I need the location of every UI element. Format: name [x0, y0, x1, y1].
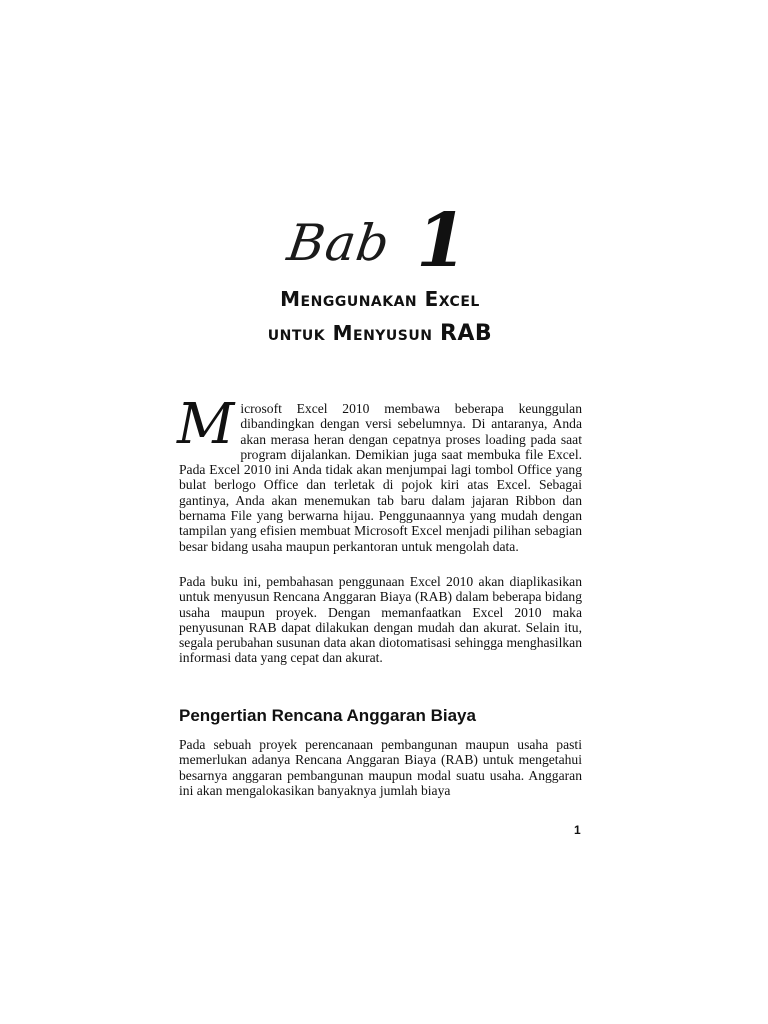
chapter-word: Bab — [283, 214, 394, 272]
intro-paragraph-2: Pada buku ini, pembahasan penggunaan Excel 2010 akan diaplikasikan untuk menyusun Rencana Anggaran Biaya (RAB) dalam beberapa bidang usaha maupun proyek. Dengan memanfaatkan Excel 2010 maka penyusunan RAB dapat dilakukan dengan mudah dan akurat. Selain itu, segala perubahan susunan data akan diotomatisasi sehingga menghasilkan informasi data yang cepat dan akurat. — [179, 574, 582, 666]
page-number: 1 — [574, 823, 581, 837]
chapter-title — [150, 282, 610, 351]
chapter-title-line-2 — [150, 316, 610, 351]
chapter-title-line-2-prefix: untuk Menyusun — [267, 321, 440, 345]
chapter-label — [283, 198, 488, 284]
chapter-title-line-1: Menggunakan Excel — [280, 287, 480, 311]
chapter-number: 1 — [416, 198, 468, 284]
intro-paragraph-1-text: icrosoft Excel 2010 membawa beberapa keunggulan dibandingkan dengan versi sebelumnya. Di antaranya, Anda akan merasa heran dengan cepatnya proses loading pada saat program dijalankan. Demikian juga saat membuka file Excel. Pada Excel 2010 ini Anda tidak akan menjumpai lagi tombol Office yang bulat berlogo Office dan terletak di pojok kiri atas Excel. Sebagai gantinya, Anda akan menemukan tab baru dalam jajaran Ribbon dan bernama File yang berwarna hijau. Penggunaannya yang mudah dengan tampilan yang efisien membuat Microsoft Excel menjadi pilihan sebagian besar bidang usaha maupun perkantoran untuk mengolah data. — [179, 401, 582, 554]
section-heading: Pengertian Rencana Anggaran Biaya — [179, 706, 476, 725]
chapter-title-rab: RAB — [439, 321, 493, 346]
section-paragraph: Pada sebuah proyek perencanaan pembangunan maupun usaha pasti memerlukan adanya Rencana Anggaran Biaya (RAB) untuk mengetahui besarnya anggaran pembangunan maupun modal suatu usaha. Anggaran ini akan mengalokasikan banyaknya jumlah biaya — [179, 737, 582, 798]
intro-paragraph-1 — [177, 392, 582, 554]
drop-cap: M — [177, 392, 235, 457]
